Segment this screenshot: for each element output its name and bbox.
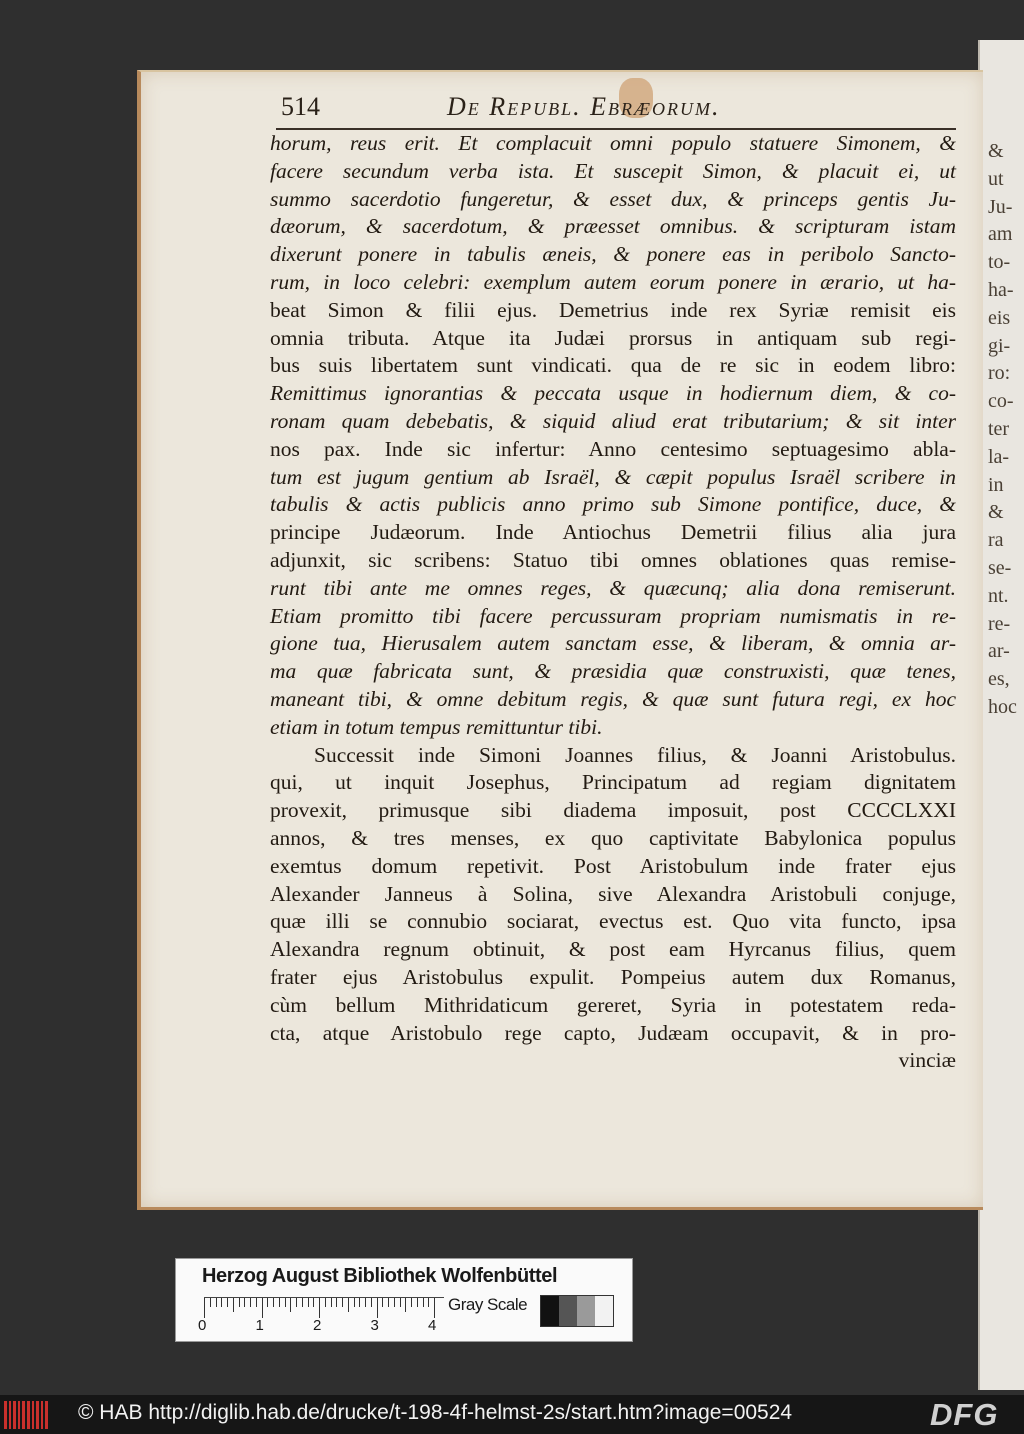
ruler-tick [359, 1298, 360, 1307]
footer-bar [0, 1395, 1024, 1434]
text-line: Alexander Janneus à Solina, sive Alexandra Aristobuli conjuge, [270, 881, 956, 906]
page-body-text [270, 130, 956, 1075]
ruler-tick [273, 1298, 274, 1307]
page-number: 514 [281, 92, 320, 121]
ruler-tick [227, 1298, 228, 1307]
ruler-tick [296, 1298, 297, 1307]
gray-scale-label: Gray Scale [448, 1295, 528, 1314]
text-line: facere secundum verba ista. Et suscepit Simon, & placuit ei, ut [270, 158, 956, 183]
text-line: cta, atque Aristobulo rege capto, Judæam occupavit, & in pro- [270, 1020, 956, 1045]
ruler-tick [342, 1298, 343, 1307]
ruler-tick [244, 1298, 245, 1307]
ruler-tick [250, 1298, 251, 1307]
facing-page-fragment: Ju- [988, 195, 1013, 218]
text-line: annos, & tres menses, ex quo captivitate Babylonica populus [270, 825, 956, 850]
ruler-tick [262, 1298, 263, 1318]
text-line: ronam quam debebatis, & siquid aliud erat tributarium; & sit inter [270, 408, 956, 433]
text-line: vinciæ [898, 1048, 956, 1073]
facing-page-fragment: am [988, 223, 1013, 246]
ruler-label: 0 [198, 1317, 207, 1334]
facing-page-fragment: la- [988, 445, 1010, 468]
text-line: tum est jugum gentium ab Israël, & cæpit populus Israël scribere in [270, 464, 956, 489]
hab-logo-icon [4, 1401, 48, 1429]
ruler-tick [377, 1298, 378, 1318]
ruler-tick [308, 1298, 309, 1307]
text-line: omnia tributa. Atque ita Judæi prorsus in antiquam sub regi- [270, 325, 956, 350]
ruler-tick [382, 1298, 383, 1307]
facing-page-fragment: ter [988, 418, 1010, 440]
ruler-tick [434, 1298, 435, 1318]
facing-page-fragment: to- [988, 251, 1011, 274]
facing-page-fragment: ro: [988, 362, 1011, 385]
text-line: runt tibi ante me omnes reges, & quæcunq; alia dona remiserunt. [270, 575, 956, 600]
facing-page-fragment: hoc [988, 696, 1017, 718]
text-line: Remittimus ignorantias & peccata usque in hodiernum diem, & co- [270, 381, 956, 406]
ruler-tick [285, 1298, 286, 1307]
facing-page-fragment: gi- [988, 334, 1011, 357]
text-line: dæorum, & sacerdotum, & præesset omnibus. & scripturam istam [270, 214, 956, 239]
text-line: horum, reus erit. Et complacuit omni populo statuere Simonem, & [270, 131, 956, 155]
text-line: adjunxit, sic scribens: Statuo tibi omnes oblationes quas remise- [270, 547, 956, 572]
ruler-label: 4 [428, 1317, 437, 1334]
gray-scale-swatches [540, 1295, 614, 1327]
ruler-tick [348, 1298, 349, 1312]
gray-swatch [541, 1296, 559, 1326]
facing-page-fragment: se- [988, 557, 1012, 579]
text-line: beat Simon & filii ejus. Demetrius inde rex Syriæ remisit eis [270, 297, 956, 322]
ruler-tick [325, 1298, 326, 1307]
running-title: De Republ. Ebræorum. [447, 92, 721, 121]
copyright-url[interactable]: © HAB http://diglib.hab.de/drucke/t-198-4f-helmst-2s/start.htm?image=00524 [78, 1401, 793, 1424]
ruler-tick [267, 1298, 268, 1307]
text-line: exemtus domum repetivit. Post Aristobulum inde frater ejus [270, 853, 956, 878]
gray-swatch [559, 1296, 577, 1326]
facing-page-fragment: ut [988, 167, 1004, 190]
ruler-tick [319, 1298, 320, 1318]
ruler-tick [354, 1298, 355, 1307]
text-line: quæ illi se connubio sociarat, evectus est. Quo vita functo, ipsa [270, 909, 956, 934]
text-line: Etiam promitto tibi facere percussuram propriam numismatis in re- [270, 603, 956, 628]
text-line: qui, ut inquit Josephus, Principatum ad regiam dignitatem [270, 770, 956, 795]
facing-page-fragment: re- [988, 612, 1011, 635]
text-line: tabulis & actis publicis anno primo sub Simone pontifice, duce, & [270, 492, 956, 517]
ruler-tick [400, 1298, 401, 1307]
text-line: maneant tibi, & omne debitum regis, & quæ sunt futura regi, ex hoc [270, 686, 956, 711]
text-line: bus suis libertatem sunt vindicati. qua de re sic in eodem libro: [270, 353, 956, 378]
text-line: summo sacerdotio fungeretur, & esset dux, & princeps gentis Ju- [270, 186, 956, 211]
ruler-tick [371, 1298, 372, 1307]
color-reference-card [175, 1258, 633, 1342]
text-line: gione tua, Hierusalem autem sanctam esse, & liberam, & omnia ar- [270, 631, 956, 656]
facing-page-edge [978, 40, 1024, 1390]
ruler-tick [239, 1298, 240, 1307]
text-line: rum, in loco celebri: exemplum autem eorum ponere in ærario, ut ha- [270, 269, 956, 294]
facing-page-fragment: es, [988, 668, 1010, 691]
facing-page-fragment: eis [988, 306, 1011, 329]
ruler-tick [394, 1298, 395, 1307]
text-line: ma quæ fabricata sunt, & præsidia quæ construxisti, quæ tenes, [270, 659, 956, 684]
ruler-tick [204, 1298, 205, 1318]
ruler-tick [405, 1298, 406, 1312]
scale-ruler [204, 1297, 444, 1318]
ruler-tick [423, 1298, 424, 1307]
text-line: cùm bellum Mithridaticum gereret, Syria in potestatem reda- [270, 992, 956, 1017]
gray-swatch [577, 1296, 595, 1326]
text-line: frater ejus Aristobulus expulit. Pompeius autem dux Romanus, [270, 964, 956, 989]
ruler-tick [428, 1298, 429, 1307]
gray-swatch [595, 1296, 613, 1326]
facing-page-fragment: ar- [988, 640, 1010, 663]
dfg-logo: DFG [930, 1397, 999, 1432]
text-line: dixerunt ponere in tabulis æneis, & ponere eas in peribolo Sancto- [270, 242, 956, 267]
facing-page-fragment: & [988, 501, 1004, 524]
ruler-tick [210, 1298, 211, 1307]
ruler-tick [290, 1298, 291, 1312]
ruler-tick [216, 1298, 217, 1307]
ruler-label: 3 [370, 1317, 379, 1334]
ruler-tick [302, 1298, 303, 1307]
facing-page-fragment: in [988, 473, 1004, 496]
ruler-tick [331, 1298, 332, 1307]
ruler-tick [411, 1298, 412, 1307]
ruler-tick [313, 1298, 314, 1307]
text-line: principe Judæorum. Inde Antiochus Demetrii filius alia jura [270, 520, 956, 545]
facing-page-fragment: co- [988, 390, 1014, 413]
facing-page-fragment: ha- [988, 279, 1014, 301]
text-line: Alexandra regnum obtinuit, & post eam Hyrcanus filius, quem [270, 937, 956, 962]
ruler-tick [336, 1298, 337, 1307]
ruler-tick [256, 1298, 257, 1307]
ruler-tick [417, 1298, 418, 1307]
text-line: Successit inde Simoni Joannes filius, & Joanni Aristobulus. [314, 742, 956, 767]
facing-page-fragment: ra [988, 529, 1004, 552]
ruler-tick [279, 1298, 280, 1307]
text-line: nos pax. Inde sic infertur: Anno centesimo septuagesimo abla- [270, 436, 956, 461]
text-line: etiam in totum tempus remittuntur tibi. [270, 714, 603, 739]
ruler-label: 1 [255, 1317, 264, 1334]
ruler-label: 2 [313, 1317, 322, 1334]
facing-page-fragment: nt. [988, 584, 1009, 607]
page-header [281, 92, 941, 126]
facing-page-fragment: & [988, 140, 1004, 162]
card-title: Herzog August Bibliothek Wolfenbüttel [202, 1265, 558, 1287]
text-line: provexit, primusque sibi diadema imposuit, post CCCCLXXI [270, 798, 956, 823]
ruler-tick [221, 1298, 222, 1307]
ruler-labels [198, 1317, 458, 1337]
ruler-tick [233, 1298, 234, 1312]
ruler-tick [388, 1298, 389, 1307]
ruler-tick [365, 1298, 366, 1307]
